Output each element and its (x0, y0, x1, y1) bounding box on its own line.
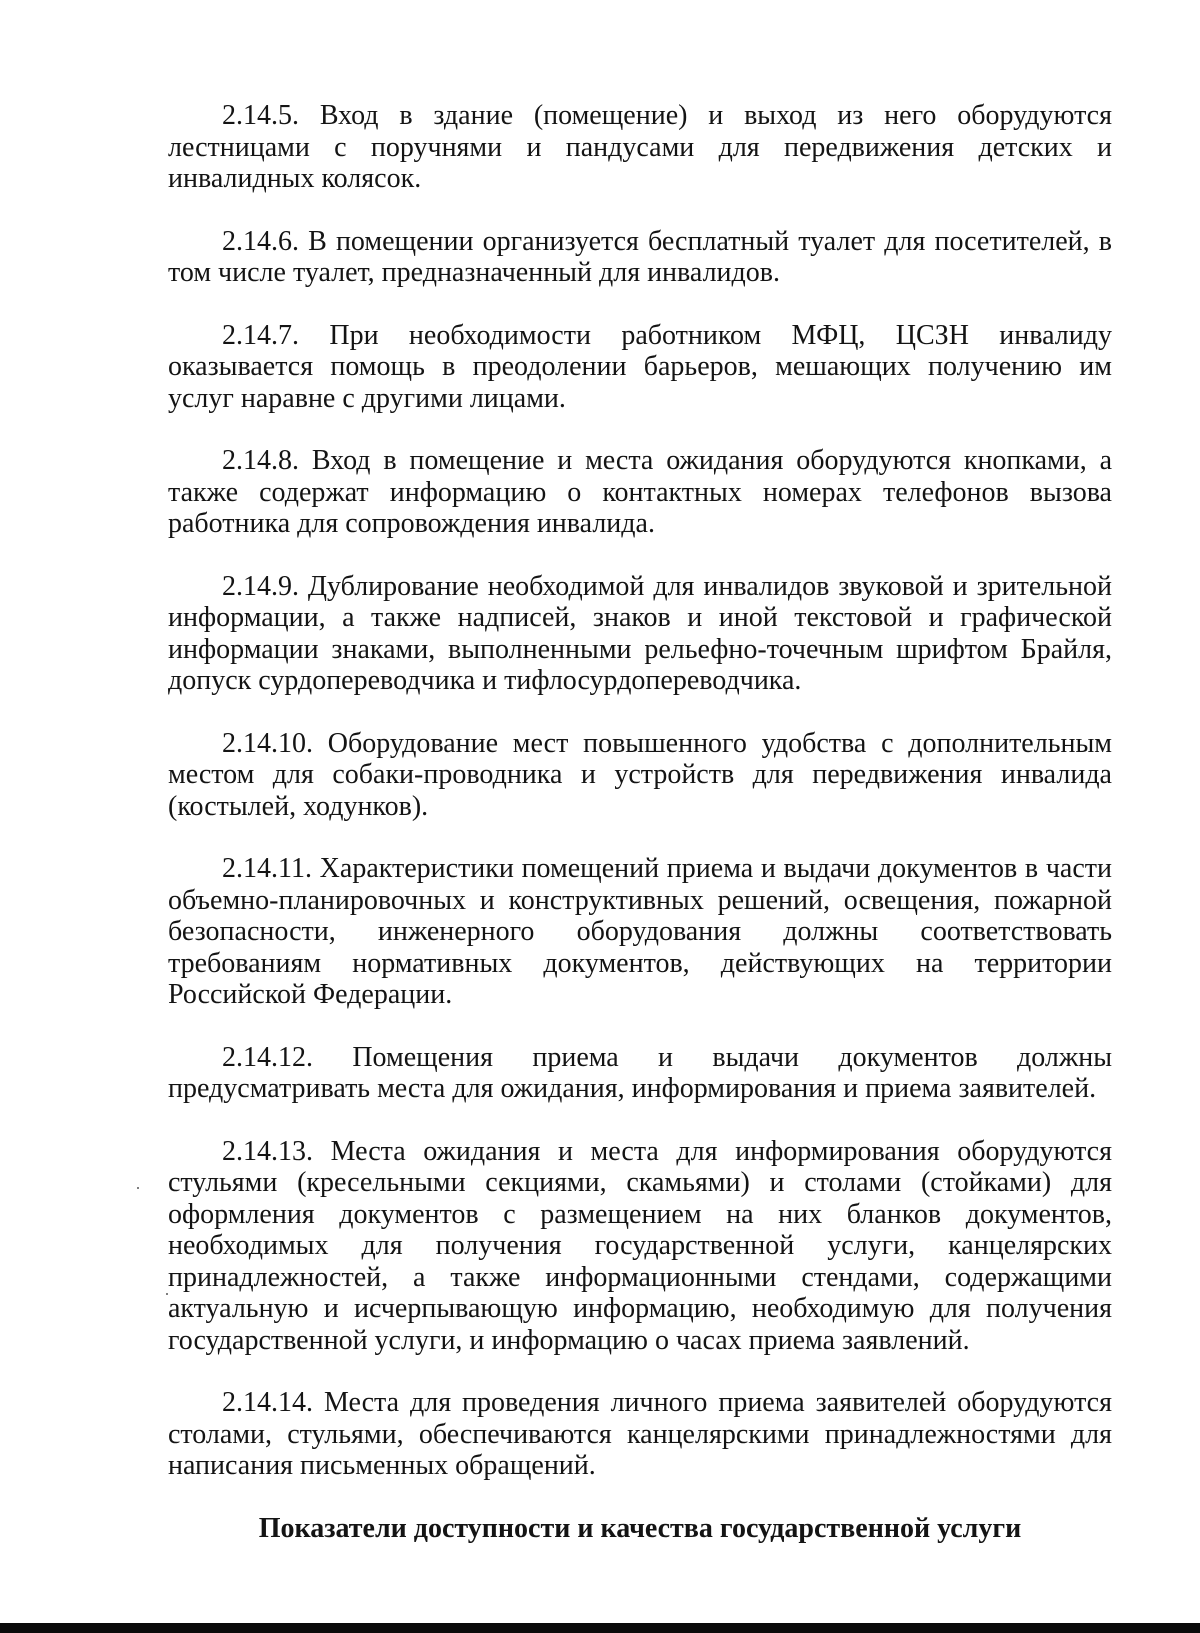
paragraph-2-14-6: 2.14.6. В помещении организуется бесплатный туалет для посетителей, в том числе туалет, предназначенный для инвалидов. (168, 225, 1112, 288)
paragraph-2-14-14: 2.14.14. Места для проведения личного приема заявителей оборудуются столами, стульями, обеспечиваются канцелярскими принадлежностями для написания письменных обращений. (168, 1387, 1112, 1481)
scan-speck (166, 1293, 168, 1295)
paragraph-2-14-10: 2.14.10. Оборудование мест повышенного удобства с дополнительным местом для собаки-проводника и устройств для передвижения инвалида (костылей, ходунков). (168, 727, 1112, 822)
paragraph-2-14-11: 2.14.11. Характеристики помещений приема и выдачи документов в части объемно-планировочных и конструктивных решений, освещения, пожарной безопасности, инженерного оборудования должны соответствовать требованиям нормативных документов, действующих на территории Российской Федерации. (168, 853, 1112, 1010)
scan-speck (137, 1187, 139, 1189)
document-body (168, 100, 1112, 1544)
paragraph-2-14-5: 2.14.5. Вход в здание (помещение) и выход из него оборудуются лестницами с поручнями и пандусами для передвижения детских и инвалидных колясок. (168, 100, 1112, 194)
paragraph-2-14-13: 2.14.13. Места ожидания и места для информирования оборудуются стульями (кресельными секциями, скамьями) и столами (стойками) для оформления документов с размещением на них бланков документов, необходимых для получения государственной услуги, канцелярских принадлежностей, а также информационными стендами, содержащими актуальную и исчерпывающую информацию, необходимую для получения государственной услуги, и информацию о часах приема заявлений. (168, 1135, 1112, 1356)
section-heading: Показатели доступности и качества государственной услуги (258, 1512, 1022, 1544)
paragraph-2-14-7: 2.14.7. При необходимости работником МФЦ, ЦСЗН инвалиду оказывается помощь в преодолении барьеров, мешающих получению им услуг наравне с другими лицами. (168, 319, 1112, 414)
scan-bottom-edge (0, 1623, 1200, 1633)
paragraph-2-14-12: 2.14.12. Помещения приема и выдачи документов должны предусматривать места для ожидания, информирования и приема заявителей. (168, 1041, 1112, 1104)
paragraph-2-14-8: 2.14.8. Вход в помещение и места ожидания оборудуются кнопками, а также содержат информацию о контактных номерах телефонов вызова работника для сопровождения инвалида. (168, 445, 1112, 539)
paragraph-2-14-9: 2.14.9. Дублирование необходимой для инвалидов звуковой и зрительной информации, а также надписей, знаков и иной текстовой и графической информации знаками, выполненными рельефно-точечным шрифтом Брайля, допуск сурдопереводчика и тифлосурдопереводчика. (168, 570, 1112, 696)
